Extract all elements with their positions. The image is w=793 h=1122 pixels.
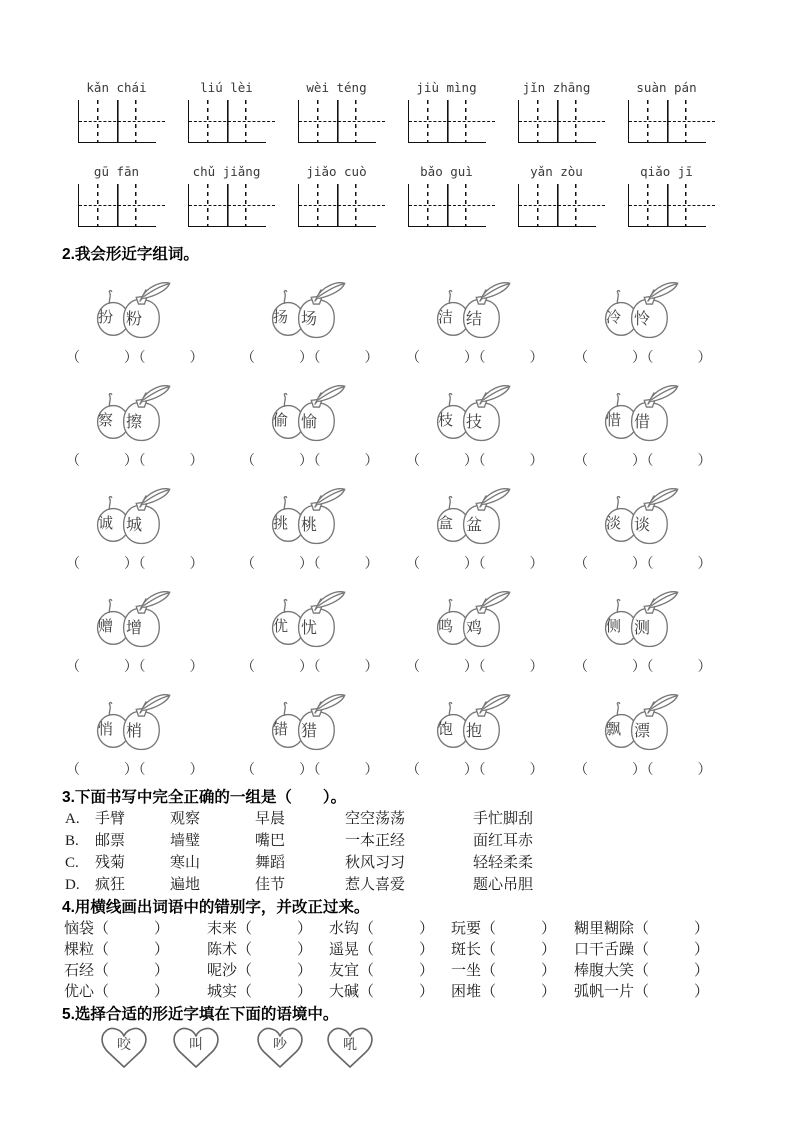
word-correction-cell[interactable] [329,982,451,1003]
option-word: 残菊 [95,855,126,871]
word-blanks[interactable]: （ ）（ ） [406,454,544,469]
left-apple-char: 扬 [273,310,289,326]
heart-char: 吵 [273,1038,287,1053]
correction-blank[interactable]: （ ） [94,942,170,958]
pinyin-label: jǐn zhāng [522,80,591,95]
option-word: 轻轻柔柔 [473,855,534,871]
misspelled-word: 城实 [207,984,238,1000]
word-correction-cell[interactable] [574,919,793,940]
misspelled-word: 一坐 [451,963,482,979]
left-apple-char: 鸣 [438,619,454,635]
correction-blank[interactable]: （ ） [237,963,313,979]
right-apple-char: 猎 [301,723,318,740]
word-blanks[interactable]: （ ）（ ） [406,351,544,366]
pinyin-grid-cell [518,164,595,227]
misspelled-word: 优心 [64,984,95,1000]
word-blanks[interactable]: （ ）（ ） [574,763,712,778]
misspelled-word: 恼袋 [64,921,95,937]
pinyin-grid-cell [298,164,375,227]
correction-blank[interactable]: （ ） [94,984,170,1000]
section2-heading: 2.我会形近字组词。 [62,246,199,263]
correction-blank[interactable]: （ ） [237,921,313,937]
pinyin-grid-cell [628,164,705,227]
word-correction-cell[interactable] [574,982,793,1003]
right-apple-char: 技 [466,414,483,431]
correction-blank[interactable]: （ ） [359,921,435,937]
word-correction-cell[interactable] [207,982,329,1003]
left-apple-char: 侧 [606,619,622,635]
right-apple-char: 抱 [466,723,483,740]
right-apple-char: 梢 [126,723,143,740]
correction-blank[interactable]: （ ） [359,984,435,1000]
correction-blank[interactable]: （ ） [634,984,710,1000]
writing-grid[interactable] [628,184,706,227]
writing-grid[interactable] [78,184,156,227]
right-apple-char: 桃 [301,517,318,534]
apple-pairs-block [0,281,793,778]
correction-blank[interactable]: （ ） [634,942,710,958]
section3-heading: 3.下面书写中完全正确的一组是（ ）。 [62,789,347,806]
misspelled-word: 玩要 [451,921,482,937]
left-apple-char: 扮 [98,310,114,326]
right-apple-char: 借 [634,414,651,431]
apple-pair-row [0,384,793,487]
option-word: 遍地 [170,877,201,893]
pinyin-label: liú lèi [200,80,253,95]
word-correction-cell[interactable] [207,919,329,940]
correction-blank[interactable]: （ ） [94,963,170,979]
pinyin-label: yǎn zòu [530,164,583,179]
writing-grid[interactable] [298,100,376,143]
word-blanks[interactable]: （ ）（ ） [574,557,712,572]
word-blanks[interactable]: （ ）（ ） [406,557,544,572]
left-apple-char: 赠 [98,619,114,635]
left-apple-char: 挑 [273,516,289,532]
option-word: 空空荡荡 [345,811,406,827]
left-apple-char: 冷 [606,310,622,326]
section5-heading: 5.选择合适的形近字填在下面的语境中。 [62,1006,339,1023]
option-letter: D. [65,877,80,893]
misspelled-word: 糊里糊除 [574,921,635,937]
word-correction-cell[interactable] [574,961,793,982]
apple-pair-group [66,590,214,690]
apple-pair-group [406,693,554,793]
option-row-b[interactable] [65,830,793,852]
option-word: 墙璧 [170,833,201,849]
option-letter: C. [65,855,79,871]
word-correction-cell[interactable] [451,982,574,1003]
pinyin-grid-cell [78,164,155,227]
apple-pair-group [406,590,554,690]
section4-words [0,919,793,1003]
pinyin-grid-cell [408,80,485,143]
apple-pair-row [0,590,793,693]
word-blanks[interactable]: （ ）（ ） [241,763,379,778]
word-blanks[interactable]: （ ）（ ） [574,351,712,366]
option-word: 一本正经 [345,833,406,849]
writing-grid[interactable] [408,184,486,227]
left-apple-char: 诚 [98,516,114,532]
word-blanks[interactable]: （ ）（ ） [574,454,712,469]
option-word: 秋风习习 [345,855,406,871]
writing-grid[interactable] [188,184,266,227]
left-apple-char: 饱 [438,722,454,738]
writing-grid[interactable] [628,100,706,143]
pinyin-label: wèi téng [306,80,367,95]
right-apple-char: 鸡 [466,620,483,637]
apple-pair-group [66,693,214,793]
right-apple-char: 盆 [466,517,483,534]
pinyin-grid-cell [188,80,265,143]
correction-blank[interactable]: （ ） [481,984,557,1000]
misspelled-word: 口干舌躁 [574,942,635,958]
pinyin-label: bǎo guì [420,164,473,179]
heart-choice[interactable] [256,1027,304,1069]
option-word: 舞蹈 [255,855,286,871]
heart-char: 吼 [343,1038,357,1053]
apple-pair-group [574,590,722,690]
option-word: 题心吊胆 [473,877,534,893]
writing-grid[interactable] [518,100,596,143]
misspelled-word: 棒腹大笑 [574,963,635,979]
option-word: 手忙脚刮 [473,811,534,827]
pinyin-label: kǎn chái [86,80,147,95]
apple-pair-group [574,384,722,484]
right-apple-char: 粉 [126,311,143,328]
misspelled-word: 大碱 [329,984,360,1000]
heart-choice[interactable] [100,1027,148,1069]
correction-blank[interactable]: （ ） [359,942,435,958]
right-apple-char: 测 [634,620,651,637]
option-word: 惹人喜爱 [345,877,406,893]
pinyin-grid-row-1 [78,80,793,143]
left-apple-char: 错 [273,722,289,738]
pinyin-label: gū fān [93,164,140,179]
apple-pair-group [241,384,389,484]
heart-choice[interactable] [172,1027,220,1069]
word-blanks[interactable]: （ ）（ ） [241,660,379,675]
misspelled-word: 斑长 [451,942,482,958]
right-apple-char: 场 [301,311,318,328]
right-apple-char: 增 [126,620,143,637]
writing-grid[interactable] [188,100,266,143]
left-apple-char: 盒 [438,516,454,532]
pinyin-grid-cell [188,164,265,227]
word-correction-cell[interactable] [451,919,574,940]
correction-blank[interactable]: （ ） [237,942,313,958]
option-word: 寒山 [170,855,201,871]
writing-grid[interactable] [298,184,376,227]
left-apple-char: 洁 [438,310,454,326]
misspelled-word: 陈术 [207,942,238,958]
word-correction-row [64,982,793,1003]
apple-pair-group [406,487,554,587]
option-word: 观察 [170,811,201,827]
heart-char: 咬 [117,1038,131,1053]
right-apple-char: 擦 [126,414,143,431]
word-correction-cell[interactable] [64,940,207,961]
option-row-a[interactable] [65,808,793,830]
apple-pair-group [241,590,389,690]
word-correction-cell[interactable] [64,919,207,940]
word-correction-cell[interactable] [207,961,329,982]
pinyin-label: jiù mìng [416,80,477,95]
word-blanks[interactable]: （ ）（ ） [406,763,544,778]
option-word: 面红耳赤 [473,833,534,849]
misspelled-word: 遥晃 [329,942,360,958]
misspelled-word: 友宜 [329,963,360,979]
apple-pair-group [574,487,722,587]
word-blanks[interactable]: （ ）（ ） [241,557,379,572]
option-row-c[interactable] [65,852,793,874]
pinyin-label: chǔ jiǎng [192,164,261,179]
option-letter: A. [65,811,80,827]
word-blanks[interactable]: （ ）（ ） [66,763,204,778]
right-apple-char: 漂 [634,723,651,740]
word-blanks[interactable]: （ ）（ ） [66,557,204,572]
word-correction-cell[interactable] [64,982,207,1003]
left-apple-char: 偷 [273,413,289,429]
correction-blank[interactable]: （ ） [634,963,710,979]
right-apple-char: 怜 [634,311,651,328]
misspelled-word: 末来 [207,921,238,937]
heart-choices [100,1027,793,1087]
pinyin-label: suàn pán [636,80,697,95]
left-apple-char: 淡 [606,516,622,532]
apple-pair-group [241,281,389,381]
word-correction-cell[interactable] [451,961,574,982]
word-blanks[interactable]: （ ）（ ） [66,454,204,469]
left-apple-char: 枝 [438,413,454,429]
word-correction-cell[interactable] [451,940,574,961]
misspelled-word: 石经 [64,963,95,979]
word-correction-cell[interactable] [64,961,207,982]
left-apple-char: 飘 [606,722,622,738]
word-blanks[interactable]: （ ）（ ） [241,351,379,366]
pinyin-grid-cell [78,80,155,143]
option-word: 嘴巴 [255,833,286,849]
pinyin-grid-cell [518,80,595,143]
apple-pair-group [66,384,214,484]
pinyin-grid-cell [628,80,705,143]
apple-pair-group [241,693,389,793]
correction-blank[interactable]: （ ） [481,963,557,979]
word-correction-cell[interactable] [574,940,793,961]
misspelled-word: 困堆 [451,984,482,1000]
apple-pair-group [66,281,214,381]
correction-blank[interactable]: （ ） [481,942,557,958]
heart-choice[interactable] [326,1027,374,1069]
section3-options [0,808,793,896]
left-apple-char: 优 [273,619,289,635]
apple-pair-row [0,487,793,590]
option-word: 邮票 [95,833,126,849]
correction-blank[interactable]: （ ） [634,921,710,937]
option-letter: B. [65,833,79,849]
apple-pair-group [406,384,554,484]
word-correction-cell[interactable] [329,919,451,940]
writing-grid[interactable] [518,184,596,227]
misspelled-word: 呢沙 [207,963,238,979]
misspelled-word: 弧帆一片 [574,984,635,1000]
word-blanks[interactable]: （ ）（ ） [66,351,204,366]
option-word: 手臂 [95,811,126,827]
apple-pair-row [0,281,793,384]
option-word: 疯狂 [95,877,126,893]
word-correction-cell[interactable] [207,940,329,961]
apple-pair-row [0,693,793,778]
misspelled-word: 水钩 [329,921,360,937]
right-apple-char: 城 [126,517,143,534]
correction-blank[interactable]: （ ） [359,963,435,979]
apple-pair-group [574,281,722,381]
option-word: 早晨 [255,811,286,827]
apple-pair-group [66,487,214,587]
heart-char: 叫 [189,1038,203,1053]
option-word: 佳节 [255,877,286,893]
word-correction-row [64,940,793,961]
word-correction-cell[interactable] [329,961,451,982]
apple-pair-group [574,693,722,793]
pinyin-label: jiǎo cuò [306,164,367,179]
pinyin-label: qiǎo jī [640,164,693,179]
right-apple-char: 忧 [301,620,318,637]
right-apple-char: 愉 [301,414,318,431]
word-correction-row [64,919,793,940]
word-correction-row [64,961,793,982]
correction-blank[interactable]: （ ） [237,984,313,1000]
left-apple-char: 悄 [98,722,114,738]
option-row-d[interactable] [65,874,793,896]
pinyin-grid-row-2 [78,164,793,227]
word-blanks[interactable]: （ ）（ ） [66,660,204,675]
word-blanks[interactable]: （ ）（ ） [241,454,379,469]
right-apple-char: 谈 [634,517,651,534]
pinyin-grid-cell [298,80,375,143]
apple-pair-group [406,281,554,381]
left-apple-char: 察 [98,413,114,429]
correction-blank[interactable]: （ ） [481,921,557,937]
section4-heading: 4.用横线画出词语中的错别字，并改正过来。 [62,899,370,916]
word-correction-cell[interactable] [329,940,451,961]
left-apple-char: 惜 [606,413,622,429]
writing-grid[interactable] [408,100,486,143]
word-blanks[interactable]: （ ）（ ） [574,660,712,675]
writing-grid[interactable] [78,100,156,143]
misspelled-word: 棵粒 [64,942,95,958]
apple-pair-group [241,487,389,587]
pinyin-grid-cell [408,164,485,227]
right-apple-char: 结 [466,311,483,328]
word-blanks[interactable]: （ ）（ ） [406,660,544,675]
correction-blank[interactable]: （ ） [94,921,170,937]
